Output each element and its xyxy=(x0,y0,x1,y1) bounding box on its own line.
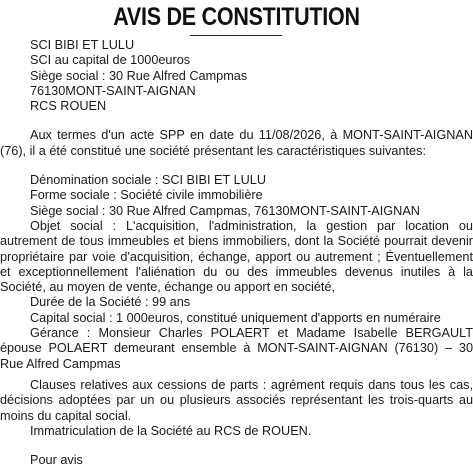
company-rcs: RCS ROUEN xyxy=(30,99,107,114)
detail-denomination: Dénomination sociale : SCI BIBI ET LULU xyxy=(30,173,267,188)
company-city: 76130MONT-SAINT-AIGNAN xyxy=(30,83,196,98)
notice-body xyxy=(0,38,473,468)
company-siege: Siège social : 30 Rue Alfred Campmas xyxy=(30,68,248,83)
detail-immatriculation: Immatriculation de la Société au RCS de ROUEN. xyxy=(30,423,312,438)
detail-duree: Durée de la Société : 99 ans xyxy=(30,295,191,310)
company-capital: SCI au capital de 1000euros xyxy=(30,53,191,68)
notice-title: AVIS DE CONSTITUTION xyxy=(113,3,360,31)
detail-capital: Capital social : 1 000euros, constitué uniquement d'apports en numéraire xyxy=(30,310,441,325)
detail-cessions: Clauses relatives aux cessions de parts : agrément requis dans tous les cas, décisions adoptées par un ou plusieurs associés représentant les trois-quarts au moins du capital social. xyxy=(0,377,473,423)
company-header xyxy=(0,38,473,114)
detail-forme: Forme sociale : Société civile immobilière xyxy=(30,188,263,203)
company-name: SCI BIBI ET LULU xyxy=(30,38,135,52)
detail-siege: Siège social : 30 Rue Alfred Campmas, 76130MONT-SAINT-AIGNAN xyxy=(30,203,420,218)
detail-objet: Objet social : L'acquisition, l'administration, la gestion par location ou autrement de tous immeubles et biens immobiliers, dont la Société pourrait devenir propriétaire par voie d'acquisition, échange, apport ou autrement ; Éventuellement et exceptionnellement l'aliénation du ou des immeubles devenus inutiles à la Société, au moyen de vente, échange ou apport en société, xyxy=(0,218,473,295)
closing-text: Pour avis xyxy=(30,453,83,468)
detail-gerance: Gérance : Monsieur Charles POLAERT et Madame Isabelle BERGAULT épouse POLAERT demeurant ensemble à MONT-SAINT-AIGNAN (76130) – 30 Rue Alfred Campmas xyxy=(0,326,473,371)
intro-paragraph: Aux termes d'un acte SPP en date du 11/08/2026, à MONT-SAINT-AIGNAN (76), il a été constitué une société présentant les caractéristiques suivantes: xyxy=(0,128,473,158)
title-underline xyxy=(190,35,282,36)
